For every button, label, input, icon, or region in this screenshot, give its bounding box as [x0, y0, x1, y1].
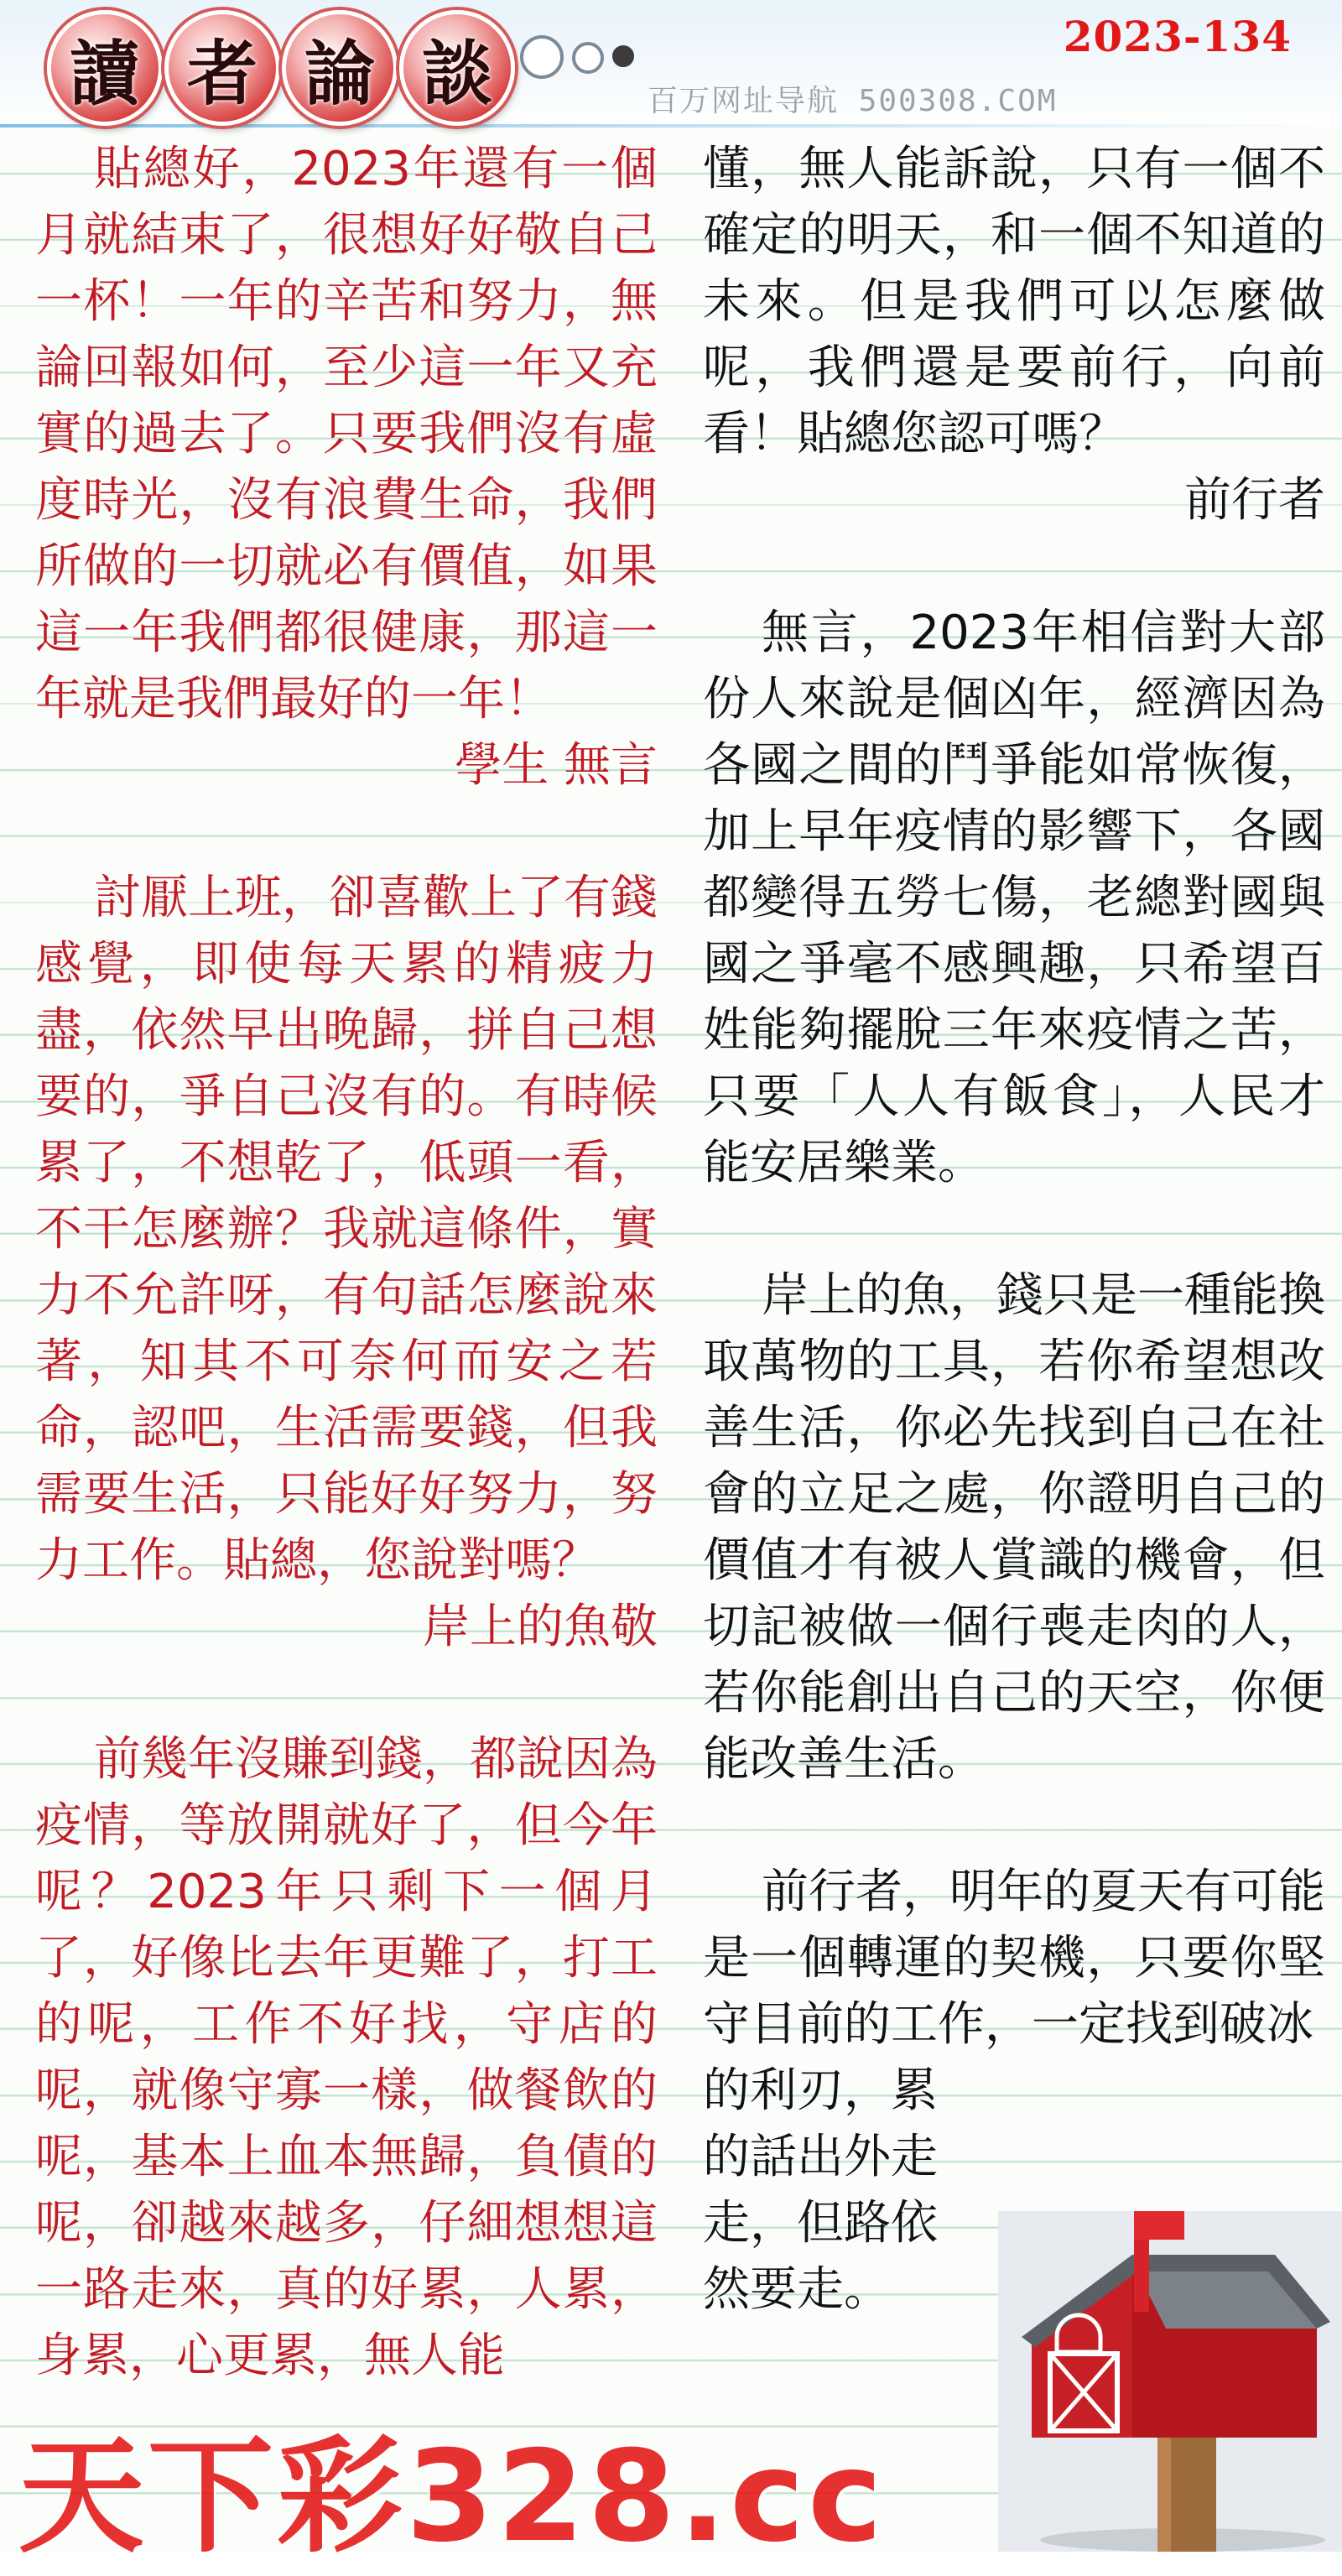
- letter-signature-student: 學生 無言: [455, 738, 658, 793]
- dot-small-icon: [612, 45, 634, 67]
- letter-signature-forward: 前行者: [1184, 473, 1325, 528]
- title-badge-3: 論: [282, 10, 398, 126]
- paragraph-gap: [35, 799, 658, 865]
- letter-body-forward-continued: 懂，無人能訴說，只有一個不確定的明天，和一個不知道的未來。但是我們可以怎麼做呢，我們還是要前行，向前看！貼總您認可嗎？: [703, 142, 1325, 461]
- paragraph-gap: [703, 1793, 1325, 1859]
- paragraph-gap: [35, 1660, 658, 1726]
- reply-to-forward-line1: 前行者，明年的夏天有可能是一個轉運的契機，只要你堅守目前的工作，一定找到破冰: [703, 1865, 1325, 2052]
- site-link[interactable]: 百万网址导航 500308.COM: [648, 84, 1058, 118]
- watermark: 天下彩328.cc: [18, 2424, 886, 2570]
- mailbox-illustration: [998, 2211, 1342, 2552]
- title-badge-1: 讀: [47, 10, 163, 126]
- dot-large-icon: [520, 35, 564, 79]
- mailbox-icon: [998, 2211, 1342, 2552]
- right-column: [703, 136, 1325, 2323]
- reply-to-fish: 岸上的魚，錢只是一種能換取萬物的工具，若你希望想改善生活，你必先找到自己在社會的立足之處，你證明自己的價值才有被人賞識的機會，但切記被做一個行喪走肉的人，若你能創出自己的天空，你便能改善生活。: [703, 1268, 1325, 1787]
- reply-to-forward-line5: 然要走。: [703, 2262, 891, 2317]
- header-divider: [0, 124, 1342, 127]
- reply-to-student: 無言，2023年相信對大部份人來說是個凶年，經濟因為各國之間的鬥爭能如常恢復，加上早年疫情的影響下，各國都變得五勞七傷，老總對國與國之爭毫不感興趣，只希望百姓能夠擺脫三年來疫情之苦，只要「人人有飯食」，人民才能安居樂業。: [703, 606, 1325, 1190]
- letter-body-forward: 前幾年沒賺到錢，都說因為疫情，等放開就好了，但今年呢？2023年只剩下一個月了，好像比去年更難了，打工的呢，工作不好找，守店的呢，就像守寡一樣，做餐飲的呢，基本上血本無歸，負債的呢，卻越來越多，仔細想想這一路走來，真的好累，人累，身累，心更累，無人能: [35, 1732, 658, 2383]
- paragraph-gap: [703, 1196, 1325, 1262]
- letter-body-student: 貼總好，2023年還有一個月就結束了，很想好好敬自己一杯！一年的辛苦和努力，無論回報如何，至少這一年又充實的過去了。只要我們沒有虛度時光，沒有浪費生命，我們所做的一切就必有價值，如果這一年我們都很健康，那這一年就是我們最好的一年！: [35, 142, 658, 726]
- title-badge-2: 者: [164, 10, 280, 126]
- reply-to-forward-line2: 的利刃，累: [703, 2063, 938, 2118]
- left-column: [35, 136, 658, 2389]
- reply-to-forward-line4: 走，但路依: [703, 2196, 938, 2251]
- dot-medium-icon: [572, 42, 604, 74]
- title-badge-4: 談: [399, 10, 515, 126]
- letter-signature-fish: 岸上的魚敬: [423, 1600, 658, 1654]
- issue-number: 2023-134: [1063, 12, 1292, 61]
- letter-body-fish: 討厭上班，卻喜歡上了有錢感覺，即使每天累的精疲力盡，依然早出晚歸，拼自己想要的，爭自己沒有的。有時候累了，不想乾了，低頭一看，不干怎麼辦？我就這條件，實力不允許呀，有句話怎麼說來著，知其不可奈何而安之若命，認吧，生活需要錢，但我需要生活，只能好好努力，努力工作。貼總，您說對嗎？: [35, 871, 658, 1588]
- paragraph-gap: [703, 533, 1325, 600]
- reply-to-forward-line3: 的話出外走: [703, 2130, 938, 2184]
